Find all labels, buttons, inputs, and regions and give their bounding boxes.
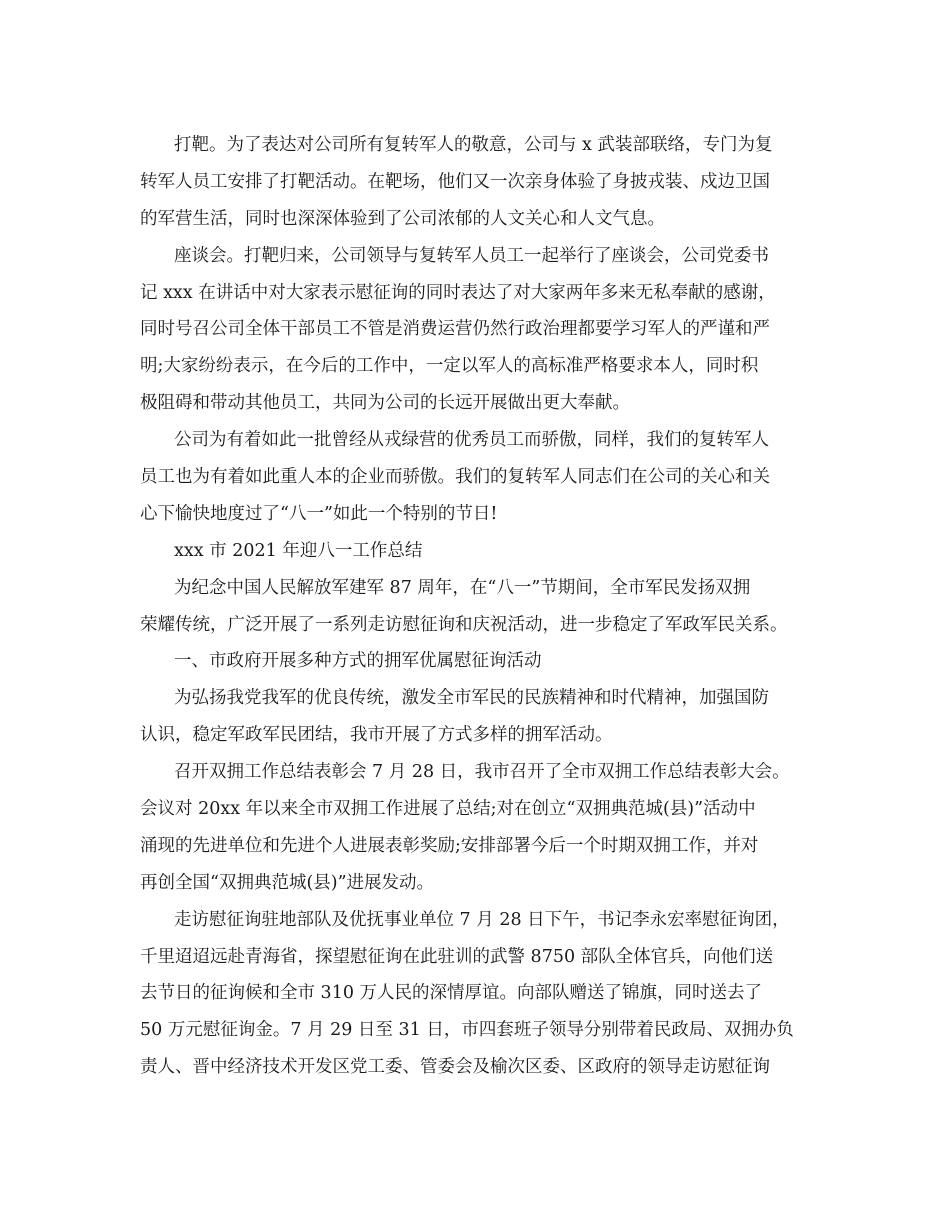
text-line: 认识，稳定军政军民团结，我市开展了方式多样的拥军活动。 xyxy=(140,725,613,746)
text-line: 会议对 20xx 年以来全市双拥工作进展了总结;对在创立“双拥典范城(县)”活动中 xyxy=(140,799,756,820)
text-line: 公司为有着如此一批曾经从戎绿营的优秀员工而骄傲，同样，我们的复转军人 xyxy=(174,430,769,451)
text-line: 员工也为有着如此重人本的企业而骄傲。我们的复转军人同志们在公司的关心和关 xyxy=(140,467,770,488)
text-line: 责人、晋中经济技术开发区党工委、管委会及榆次区委、区政府的领导走访慰征询 xyxy=(140,1057,770,1078)
text-line: 极阻碍和带动其他员工，共同为公司的长远开展做出更大奉献。 xyxy=(140,393,630,414)
text-line: 再创全国“双拥典范城(县)”进展发动。 xyxy=(140,872,435,893)
text-line: 涌现的先进单位和先进个人进展表彰奖励;安排部署今后一个时期双拥工作，并对 xyxy=(140,835,759,856)
text-line: 为纪念中国人民解放军建军 87 周年，在“八一”节期间，全市军民发扬双拥 xyxy=(174,577,751,598)
text-line: 的军营生活，同时也深深体验到了公司浓郁的人文关心和人文气息。 xyxy=(140,208,665,229)
text-line: 一、市政府开展多种方式的拥军优属慰征询活动 xyxy=(174,651,542,672)
text-line: 转军人员工安排了打靶活动。在靶场，他们又一次亲身体验了身披戎装、戍边卫国 xyxy=(140,171,770,192)
text-line: 心下愉快地度过了“八一”如此一个特别的节日! xyxy=(140,503,498,524)
text-line: 荣耀传统，广泛开展了一系列走访慰征询和庆祝活动，进一步稳定了军政军民关系。 xyxy=(140,614,788,635)
text-line: 为弘扬我党我军的优良传统，激发全市军民的民族精神和时代精神，加强国防 xyxy=(174,688,769,709)
text-line: 同时号召公司全体干部员工不管是消费运营仍然行政治理都要学习军人的严谨和严 xyxy=(140,319,770,340)
text-line: 明;大家纷纷表示，在今后的工作中，一定以军人的高标准严格要求本人，同时积 xyxy=(140,356,759,377)
document-body xyxy=(140,127,830,1086)
text-line: 50 万元慰征询金。7 月 29 日至 31 日，市四套班子领导分别带着民政局、双拥办负 xyxy=(140,1020,794,1041)
text-line: 去节日的征询候和全市 310 万人民的深情厚谊。向部队赠送了锦旗，同时送去了 xyxy=(140,983,763,1004)
text-line: xxx 市 2021 年迎八一工作总结 xyxy=(174,540,423,561)
text-line: 座谈会。打靶归来，公司领导与复转军人员工一起举行了座谈会，公司党委书 xyxy=(174,245,769,266)
text-line: 召开双拥工作总结表彰会 7 月 28 日，我市召开了全市双拥工作总结表彰大会。 xyxy=(174,762,790,783)
text-line: 千里迢迢远赴青海省，探望慰征询在此驻训的武警 8750 部队全体官兵，向他们送 xyxy=(140,946,774,967)
text-line: 打靶。为了表达对公司所有复转军人的敬意，公司与 x 武装部联络，专门为复 xyxy=(174,135,773,155)
text-line: 记 xxx 在讲话中对大家表示慰征询的同时表达了对大家两年多来无私奉献的感谢， xyxy=(140,282,776,303)
text-line: 走访慰征询驻地部队及优抚事业单位 7 月 28 日下午，书记李永宏率慰征询团， xyxy=(174,909,790,930)
